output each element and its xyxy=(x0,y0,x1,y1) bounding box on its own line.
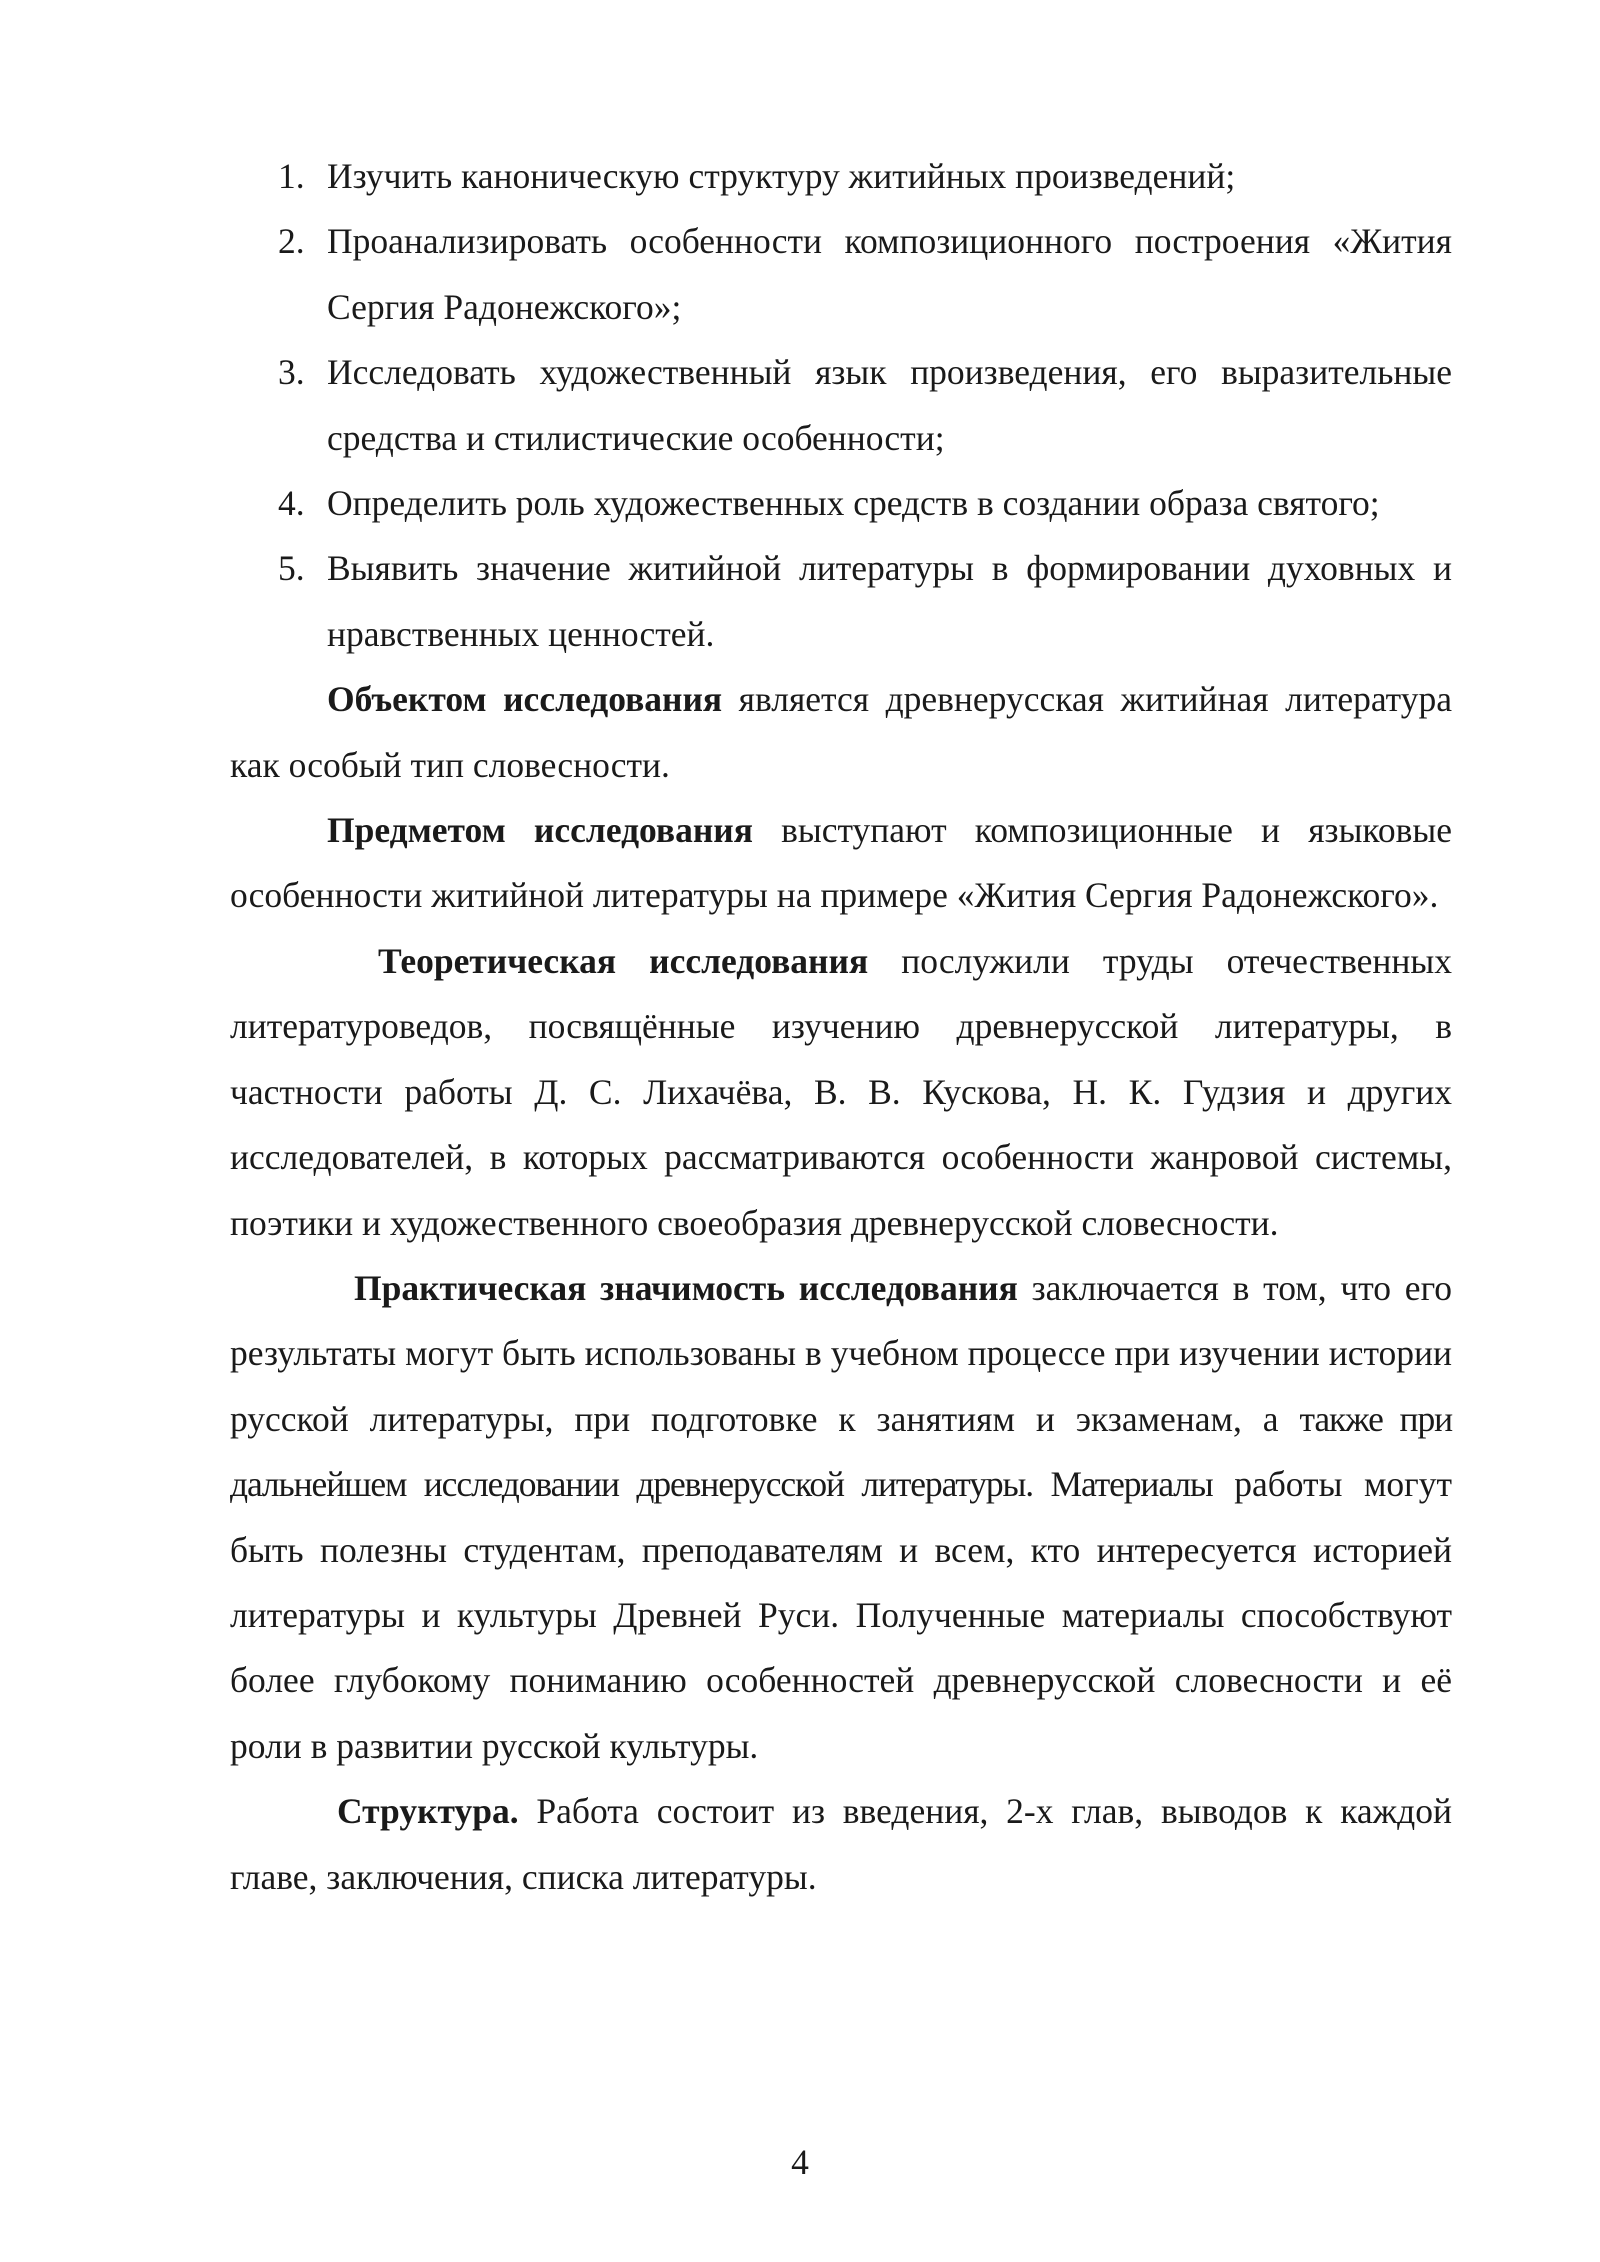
task-item xyxy=(230,144,1452,209)
structure-heading: Структура. xyxy=(337,1791,519,1832)
task-text: Выявить значение житийной литературы в формировании духовных и нравственных ценностей. xyxy=(327,548,1452,654)
task-text: Проанализировать особенности композиционного построения «Жития Сергия Радонежского»; xyxy=(327,221,1452,327)
research-subject-text: выступают композиционные и языковые особенности житийной литературы на примере «Жития Сергия Радонежского». xyxy=(230,810,1452,916)
research-subject-heading: Предметом исследования xyxy=(327,810,753,851)
task-number: 2. xyxy=(278,221,305,262)
task-number: 4. xyxy=(278,483,305,524)
practical-significance-text-end: работы могут быть полезны студентам, преподавателям и всем, кто интересуется историей литературы и культуры Древней Руси. Полученные материалы способствуют более глубокому пониманию особенностей древнерусской словесности и её роли в развитии русской культуры. xyxy=(230,1464,1452,1766)
practical-significance-heading: Практическая значимость исследования xyxy=(354,1267,1018,1308)
page-number: 4 xyxy=(791,2142,809,2182)
task-number: 5. xyxy=(278,548,305,589)
practical-significance-paragraph xyxy=(230,1256,1452,1779)
task-item xyxy=(230,209,1452,340)
structure-paragraph xyxy=(230,1779,1452,1910)
task-text: Определить роль художественных средств в создании образа святого; xyxy=(327,483,1380,524)
research-object-heading: Объектом исследования xyxy=(327,679,723,720)
theoretical-basis-heading: Теоретическая исследования xyxy=(378,940,869,981)
task-number: 1. xyxy=(278,156,305,196)
task-text: Изучить каноническую структуру житийных произведений; xyxy=(327,156,1236,196)
research-object-text: является древнерусская житийная литература как особый тип словесности. xyxy=(230,679,1452,785)
structure-text: Работа состоит из введения, 2-х глав, выводов к каждой главе, заключения, списка литературы. xyxy=(230,1791,1452,1897)
document-body xyxy=(230,144,1452,1910)
research-object-paragraph xyxy=(230,667,1452,798)
theoretical-basis-paragraph xyxy=(230,929,1452,1256)
practical-significance-text-condensed: также при дальнейшем исследовании древнерусской литературы. Материалы xyxy=(230,1398,1452,1505)
research-tasks-list xyxy=(230,144,1452,667)
practical-significance-text: заключается в том, что его результаты могут быть использованы в учебном процессе при изучении истории русской литературы, при подготовке к занятиям и экзаменам, а xyxy=(230,1267,1452,1439)
task-item xyxy=(230,340,1452,471)
research-subject-paragraph xyxy=(230,798,1452,929)
task-number: 3. xyxy=(278,352,305,393)
theoretical-basis-text: послужили труды отечественных литературоведов, посвящённые изучению древнерусской литературы, в частности работы Д. С. Лихачёва, В. В. Кускова, Н. К. Гудзия и других исследователей, в которых рассматриваются особенности жанровой системы, поэтики и художественного своеобразия древнерусской словесности. xyxy=(230,940,1452,1243)
task-item xyxy=(230,536,1452,667)
task-item xyxy=(230,471,1452,536)
task-text: Исследовать художественный язык произведения, его выразительные средства и стилистические особенности; xyxy=(327,352,1452,458)
